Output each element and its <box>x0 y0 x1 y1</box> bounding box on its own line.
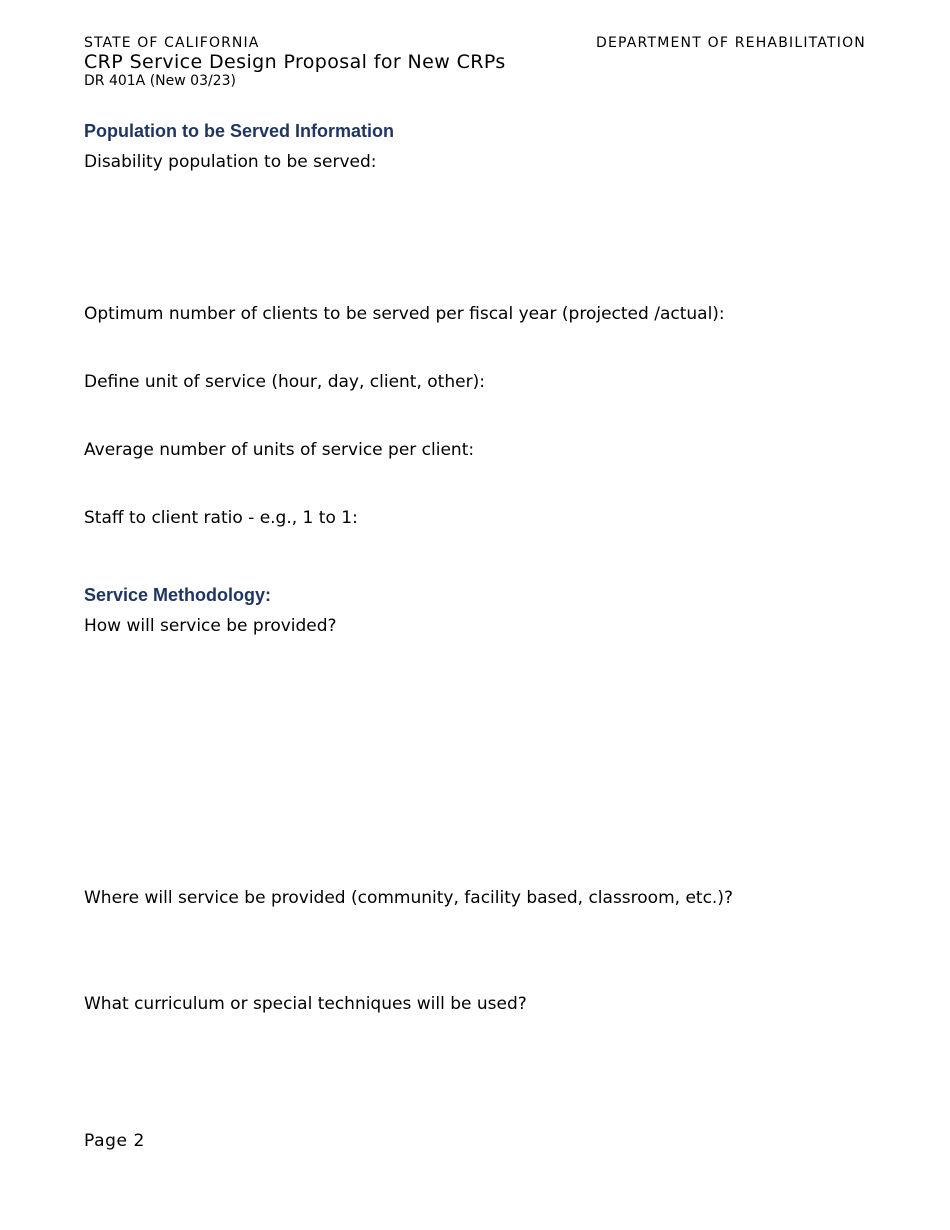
optimum-clients-label: Optimum number of clients to be served per fiscal year (projected /actual): <box>84 304 725 324</box>
state-label: STATE OF CALIFORNIA <box>84 35 260 51</box>
department-label: DEPARTMENT OF REHABILITATION <box>595 35 866 51</box>
disability-population-label: Disability population to be served: <box>84 152 377 172</box>
methodology-section-heading: Service Methodology: <box>84 585 272 605</box>
staff-client-ratio-label: Staff to client ratio - e.g., 1 to 1: <box>84 508 358 528</box>
unit-of-service-label: Define unit of service (hour, day, client, other): <box>84 372 485 392</box>
average-units-label: Average number of units of service per client: <box>84 440 475 460</box>
population-section-heading: Population to be Served Information <box>84 121 395 141</box>
where-service-provided-label: Where will service be provided (community, facility based, classroom, etc.)? <box>84 888 733 908</box>
how-service-provided-label: How will service be provided? <box>84 616 337 636</box>
form-number: DR 401A (New 03/23) <box>84 73 236 89</box>
form-title: CRP Service Design Proposal for New CRPs <box>84 51 506 73</box>
page-number: Page 2 <box>84 1131 145 1151</box>
curriculum-techniques-label: What curriculum or special techniques will be used? <box>84 994 527 1014</box>
